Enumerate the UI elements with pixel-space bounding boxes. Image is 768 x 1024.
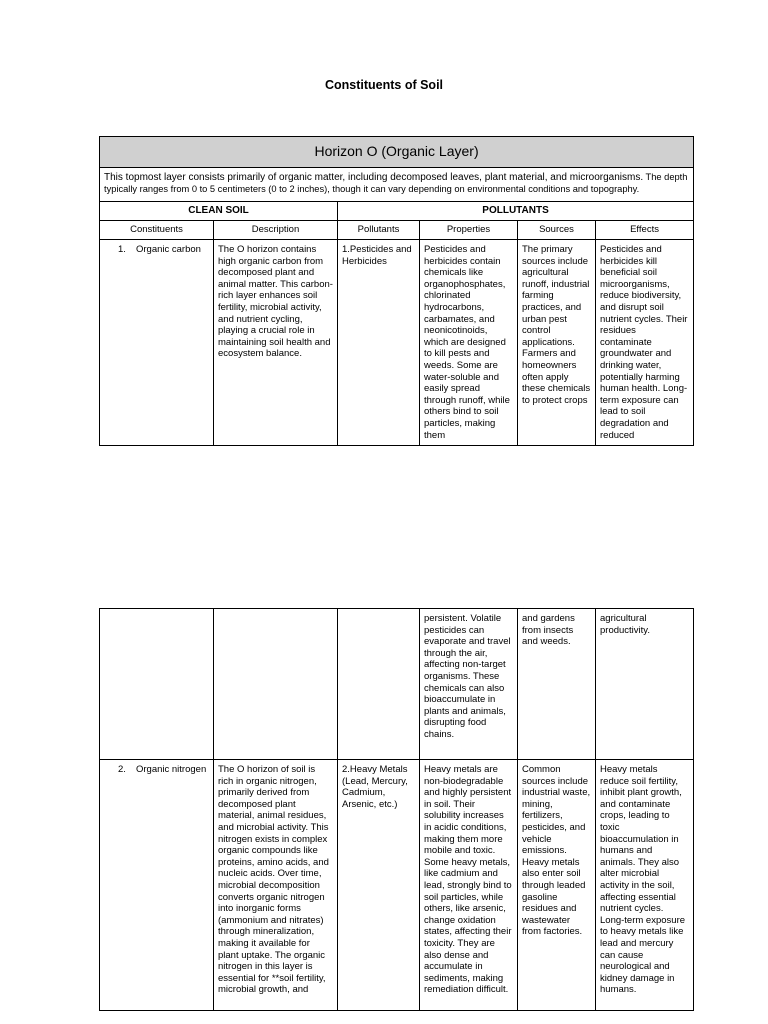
effects-cell: Pesticides and herbicides kill beneficial soil microorganisms, reduce biodiversity, and disrupt soil nutrient cycles. Their residues contaminate groundwater and drinking water, potentially harming human health. Long-term exposure can lead to soil degradation and reduced bbox=[596, 240, 694, 446]
effects-cell: Heavy metals reduce soil fertility, inhibit plant growth, and contaminate crops, leading to toxic bioaccumulation in humans and animals. They also alter microbial activity in the soil, affecting essential nutrient cycles. Long-term exposure to heavy metals like lead and mercury can cause neurological and kidney damage in humans. bbox=[596, 760, 694, 1011]
constituent-name: Organic nitrogen bbox=[136, 764, 207, 775]
horizon-intro-depth: The depth typically ranges from 0 to 5 centimeters (0 to 2 inches), though it can vary depending on environmental conditions and topography. bbox=[104, 172, 688, 194]
properties-cell: Heavy metals are non-biodegradable and highly persistent in soil. Their solubility increases in acidic conditions, making them more mobile and toxic. Some heavy metals, like cadmium and lead, strongly bind to soil particles, while others, like arsenic, change oxidation states, affecting their toxicity. They are also dense and accumulate in sediments, making remediation difficult. bbox=[420, 760, 518, 1011]
row-number: 2. bbox=[118, 764, 126, 775]
col-description: Description bbox=[214, 221, 338, 240]
horizon-intro-main: This topmost layer consists primarily of organic matter, including decomposed leaves, plant material, and microorganisms. bbox=[104, 172, 644, 183]
horizon-heading: Horizon O (Organic Layer) bbox=[100, 137, 694, 168]
description-cell: The O horizon of soil is rich in organic nitrogen, primarily derived from decomposed plant material, animal residues, and microbial activity. This nitrogen exists in complex organic compounds like proteins, amino acids, and nucleic acids. Over time, microbial decomposition converts organic nitrogen into inorganic forms (ammonium and nitrates) through mineralization, making it available for plant uptake. The organic nitrogen in this layer is essential for **soil fertility, microbial growth, and bbox=[214, 760, 338, 1011]
properties-cell: Pesticides and herbicides contain chemicals like organophosphates, chlorinated hydrocarbons, carbamates, and neonicotinoids, which are designed to kill pests and weeds. Some are water-soluble and easily spread through runoff, while others bind to soil particles, making them bbox=[420, 240, 518, 446]
pollutant-cell: 1.Pesticides and Herbicides bbox=[338, 240, 420, 446]
soil-table-page-2 bbox=[99, 608, 694, 1011]
col-effects: Effects bbox=[596, 221, 694, 240]
description-cell bbox=[214, 609, 338, 760]
properties-cell: persistent. Volatile pesticides can evaporate and travel through the air, affecting non-target organisms. These chemicals can also bioaccumulate in plants and animals, disrupting food chains. bbox=[420, 609, 518, 760]
col-properties: Properties bbox=[420, 221, 518, 240]
soil-table-page-1 bbox=[99, 136, 694, 446]
col-constituents: Constituents bbox=[100, 221, 214, 240]
constituent-cell bbox=[100, 609, 214, 760]
effects-cell: agricultural productivity. bbox=[596, 609, 694, 760]
horizon-intro bbox=[100, 168, 694, 202]
description-cell: The O horizon contains high organic carbon from decomposed plant and animal matter. This carbon-rich layer enhances soil fertility, microbial activity, and nutrient cycling, playing a crucial role in maintaining soil health and ecosystem balance. bbox=[214, 240, 338, 446]
col-sources: Sources bbox=[518, 221, 596, 240]
constituent-cell bbox=[100, 760, 214, 1011]
sources-cell: Common sources include industrial waste, mining, fertilizers, pesticides, and vehicle emissions. Heavy metals also enter soil through leaded gasoline residues and wastewater from factories. bbox=[518, 760, 596, 1011]
pollutant-cell bbox=[338, 609, 420, 760]
row-number: 1. bbox=[118, 244, 126, 255]
page-title: Constituents of Soil bbox=[324, 78, 444, 92]
constituent-name: Organic carbon bbox=[136, 244, 201, 255]
table-row bbox=[100, 760, 694, 1011]
sources-cell: The primary sources include agricultural runoff, industrial farming practices, and urban pest control applications. Farmers and homeowners often apply these chemicals to protect crops bbox=[518, 240, 596, 446]
constituent-cell bbox=[100, 240, 214, 446]
pollutants-header: POLLUTANTS bbox=[338, 202, 694, 221]
clean-soil-header: CLEAN SOIL bbox=[100, 202, 338, 221]
col-pollutants: Pollutants bbox=[338, 221, 420, 240]
sources-cell: and gardens from insects and weeds. bbox=[518, 609, 596, 760]
table-row bbox=[100, 609, 694, 760]
table-row bbox=[100, 240, 694, 446]
pollutant-cell: 2.Heavy Metals (Lead, Mercury, Cadmium, Arsenic, etc.) bbox=[338, 760, 420, 1011]
